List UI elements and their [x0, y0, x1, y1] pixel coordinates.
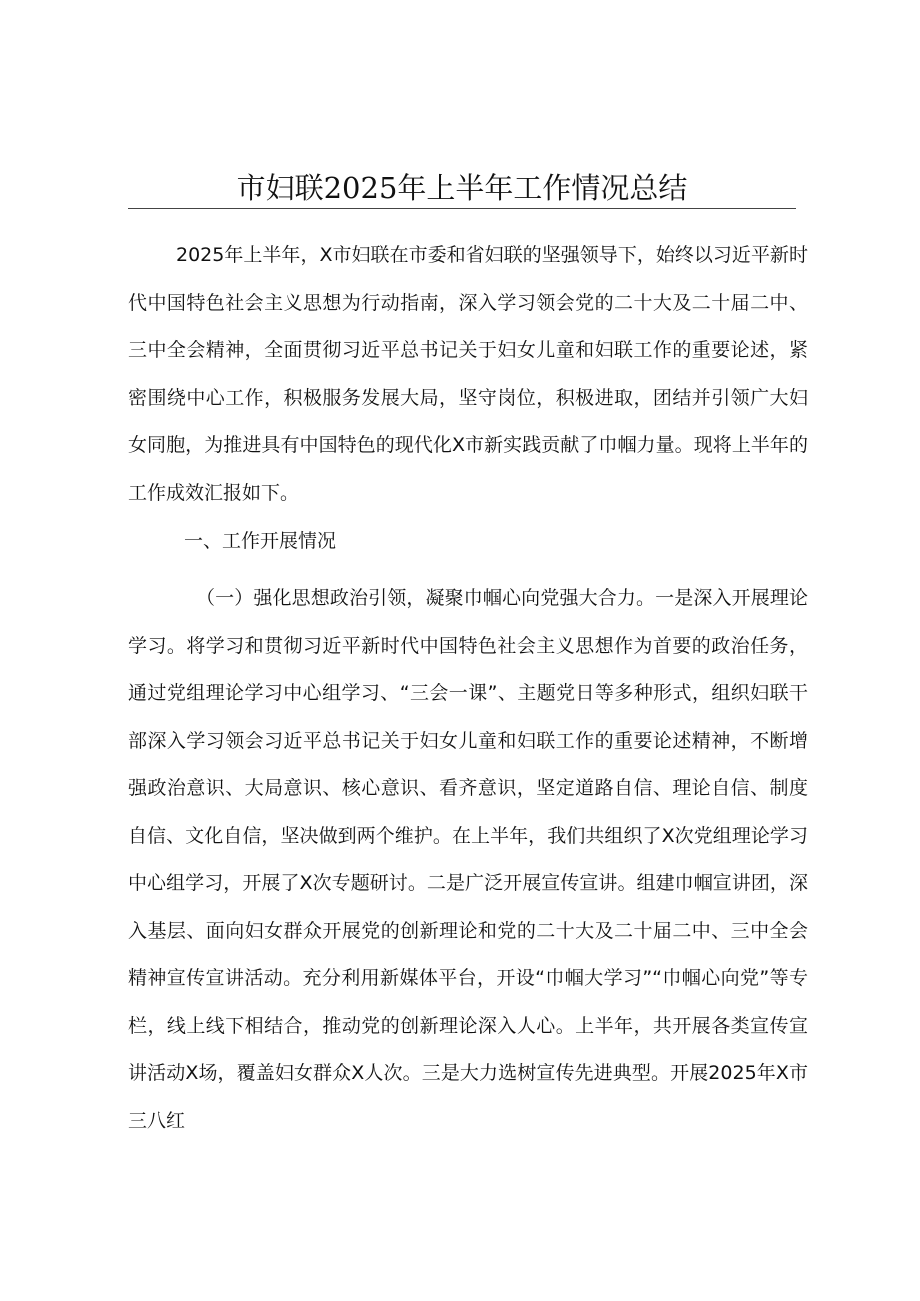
section-heading: 一、工作开展情况 [184, 530, 337, 552]
intro-paragraph: 2025年上半年，X市妇联在市委和省妇联的坚强领导下，始终以习近平新时代中国特色社会主义思想为行动指南，深入学习领会党的二十大及二十届二中、三中全会精神，全面贯彻习近平总书记关于妇女儿童和妇联工作的重要论述，紧密围绕中心工作，积极服务发展大局，坚守岗位，积极进取，团结并引领广大妇女同胞，为推进具有中国特色的现代化X市新实践贡献了巾帼力量。现将上半年的工作成效汇报如下。 [128, 244, 808, 504]
document-title: 市妇联2025年上半年工作情况总结 [236, 171, 688, 205]
section-paragraph: （一）强化思想政治引领，凝聚巾帼心向党强大合力。一是深入开展理论学习。将学习和贯彻习近平新时代中国特色社会主义思想作为首要的政治任务，通过党组理论学习中心组学习、“三会一课”、主题党日等多种形式，组织妇联干部深入学习领会习近平总书记关于妇女儿童和妇联工作的重要论述精神，不断增强政治意识、大局意识、核心意识、看齐意识，坚定道路自信、理论自信、制度自信、文化自信，坚决做到两个维护。在上半年，我们共组织了X次党组理论学习中心组学习，开展了X次专题研讨。二是广泛开展宣传宣讲。组建巾帼宣讲团，深入基层、面向妇女群众开展党的创新理论和党的二十大及二十届二中、三中全会精神宣传宣讲活动。充分利用新媒体平台，开设“巾帼大学习”“巾帼心向党”等专栏，线上线下相结合，推动党的创新理论深入人心。上半年，共开展各类宣传宣讲活动X场，覆盖妇女群众X人次。三是大力选树宣传先进典型。开展2025年X市三八红 [128, 587, 808, 1132]
title-underline [128, 208, 796, 209]
